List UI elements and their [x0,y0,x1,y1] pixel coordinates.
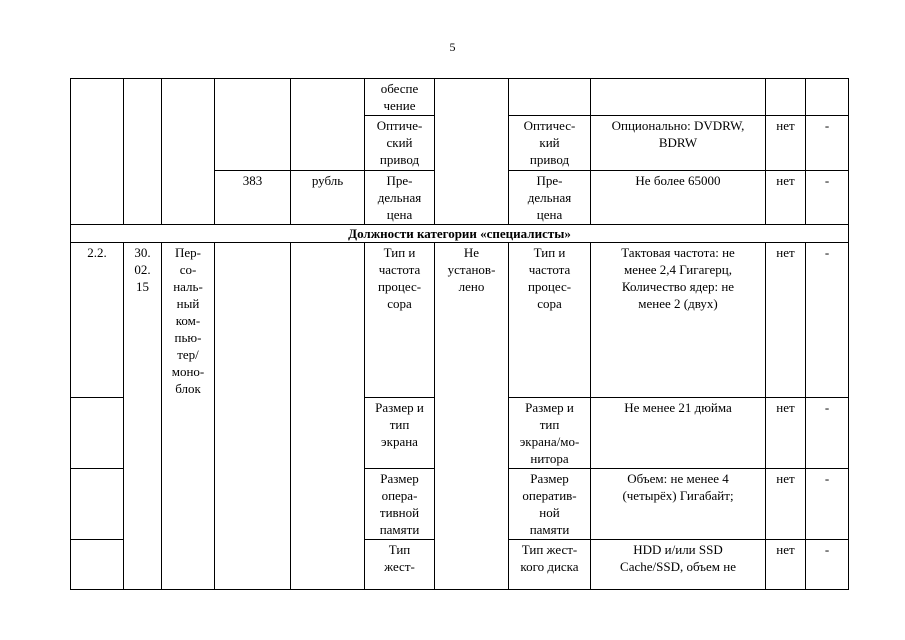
cell-value: HDD и/или SSD Cache/SSD, объем не [591,540,766,590]
cell-code: 383 [215,171,291,225]
cell-name [162,79,215,225]
cell-note [806,79,849,116]
cell-note: - [806,116,849,171]
cell-char-label: Тип жест- [365,540,435,590]
cell-char-label: Размер и тип экрана [365,398,435,469]
requirements-table [70,78,849,590]
cell-okpd: 30. 02. 15 [124,243,162,590]
cell-deviation: нет [766,540,806,590]
cell-num [71,469,124,540]
cell-value [591,79,766,116]
cell-deviation [766,79,806,116]
cell-note: - [806,540,849,590]
cell-char-label: обеспе чение [365,79,435,116]
cell-value: Опционально: DVDRW, BDRW [591,116,766,171]
cell-value: Не более 65000 [591,171,766,225]
cell-char-value-label: Размер оператив- ной памяти [509,469,591,540]
cell-deviation: нет [766,243,806,398]
cell-char-value-label: Пре- дельная цена [509,171,591,225]
cell-okpd [124,79,162,225]
cell-char-label: Пре- дельная цена [365,171,435,225]
cell-value-req: Не установ- лено [435,243,509,590]
cell-note: - [806,171,849,225]
cell-char-label: Размер опера- тивной памяти [365,469,435,540]
table-row [71,243,849,398]
cell-num [71,540,124,590]
cell-value: Не менее 21 дюйма [591,398,766,469]
category-label: Должности категории «специалисты» [71,225,849,243]
page-number: 5 [449,40,456,54]
cell-unit [291,79,365,171]
cell-value: Тактовая частота: не менее 2,4 Гигагерц, Количество ядер: не менее 2 (двух) [591,243,766,398]
cell-char-label: Тип и частота процес- сора [365,243,435,398]
cell-char-value-label: Тип жест- кого диска [509,540,591,590]
cell-value-req [435,79,509,225]
cell-num: 2.2. [71,243,124,398]
cell-char-label: Оптиче- ский привод [365,116,435,171]
cell-char-value-label: Оптичес- кий привод [509,116,591,171]
category-row [71,225,849,243]
cell-note: - [806,398,849,469]
table-row [71,79,849,116]
cell-unit [291,243,365,590]
cell-note: - [806,469,849,540]
cell-code [215,79,291,171]
cell-num [71,79,124,225]
cell-num [71,398,124,469]
cell-deviation: нет [766,469,806,540]
cell-code [215,243,291,590]
cell-deviation: нет [766,116,806,171]
cell-char-value-label: Тип и частота процес- сора [509,243,591,398]
cell-unit: рубль [291,171,365,225]
cell-note: - [806,243,849,398]
cell-char-value-label: Размер и тип экрана/мо- нитора [509,398,591,469]
cell-value: Объем: не менее 4 (четырёх) Гигабайт; [591,469,766,540]
cell-deviation: нет [766,171,806,225]
cell-name: Пер- со- наль- ный ком- пью- тер/ моно- блок [162,243,215,590]
cell-deviation: нет [766,398,806,469]
cell-char-value-label [509,79,591,116]
